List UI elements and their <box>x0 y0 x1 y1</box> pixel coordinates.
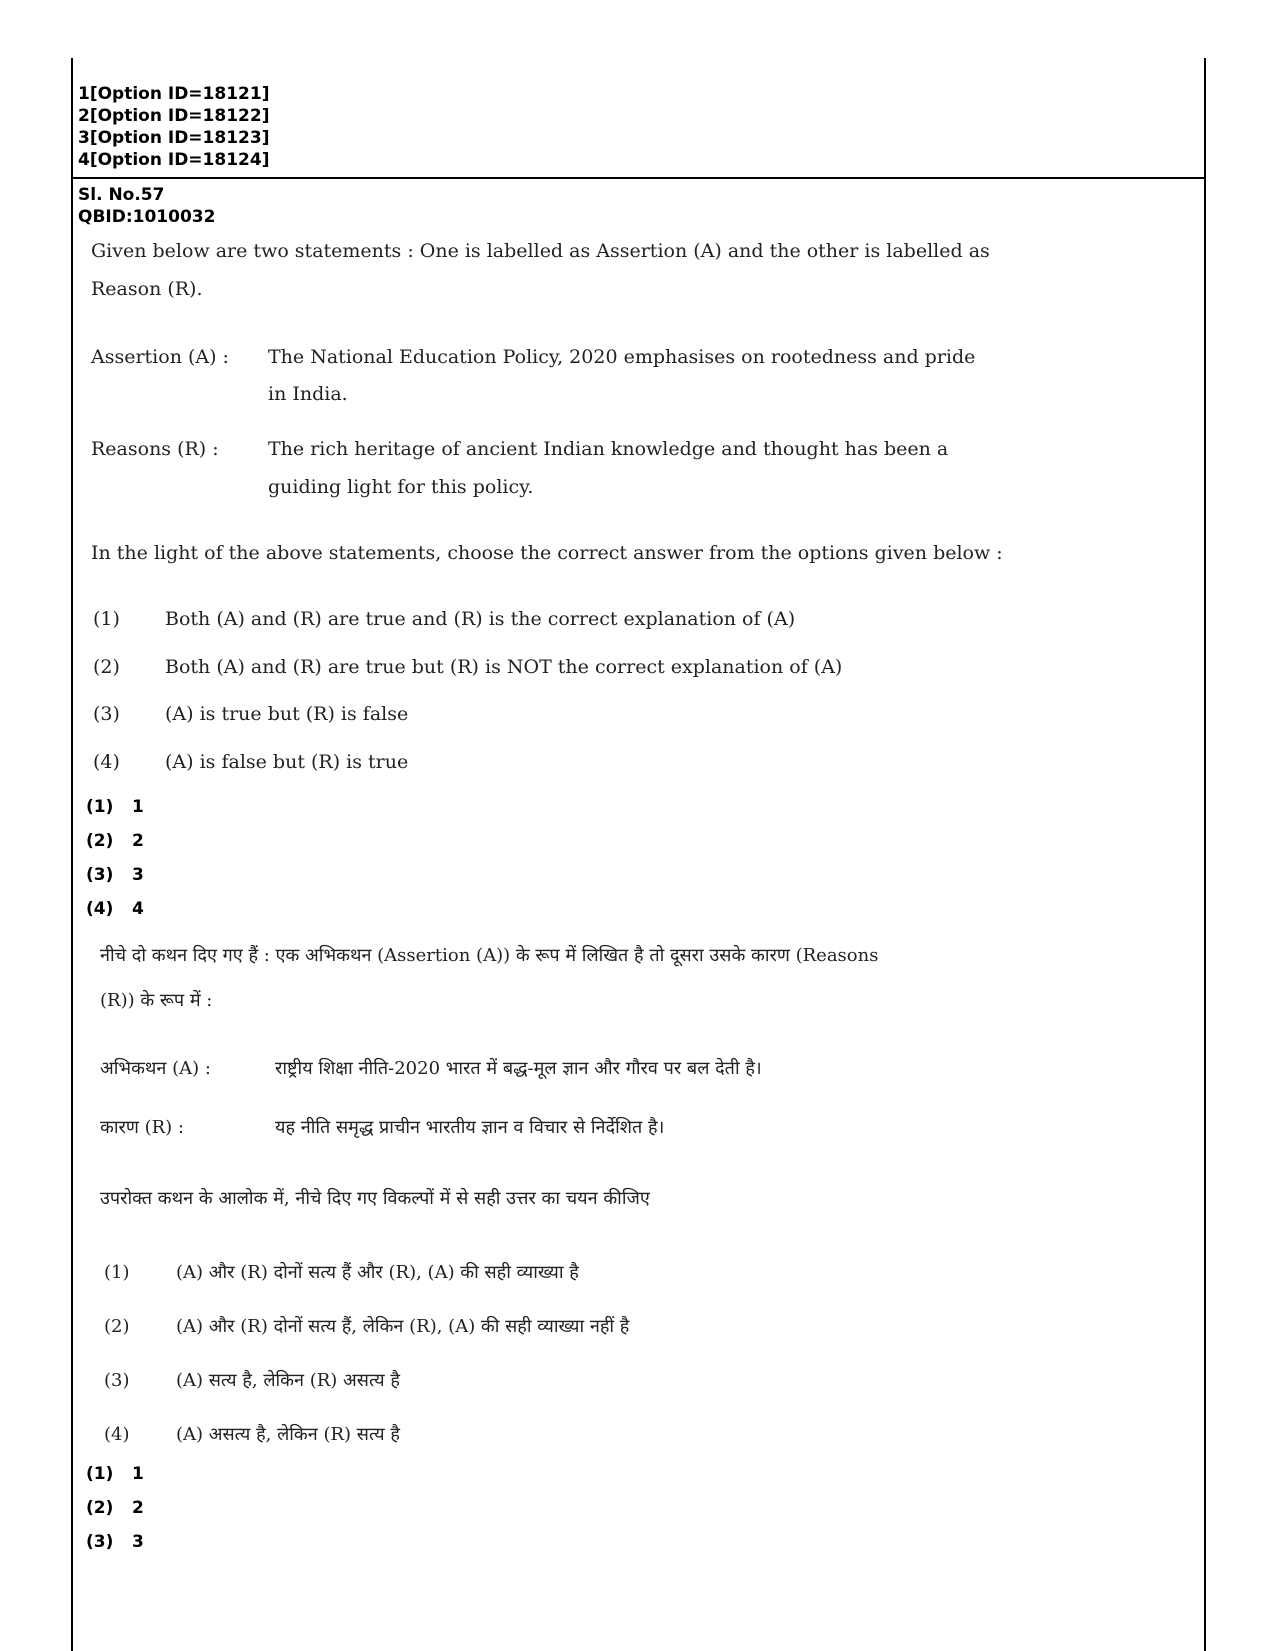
answer-value: 3 <box>132 1532 144 1552</box>
option-text: (A) असत्य है, लेकिन (R) सत्य है <box>176 1424 400 1445</box>
hindi-reason-text: यह नीति समृद्ध प्राचीन भारतीय ज्ञान व विचार से निर्देशित है। <box>275 1117 665 1138</box>
hindi-option-3 <box>104 1368 400 1392</box>
header-divider <box>72 177 1206 179</box>
hindi-option-2 <box>104 1314 629 1338</box>
option-text: Both (A) and (R) are true but (R) is NOT the correct explanation of (A) <box>165 656 843 678</box>
answer-value: 2 <box>132 1498 144 1518</box>
answer-choice-3[interactable] <box>86 865 144 885</box>
english-option-2 <box>93 656 842 678</box>
answer-choice-2[interactable] <box>86 1498 144 1518</box>
hindi-option-1 <box>104 1260 579 1284</box>
answer-value: 2 <box>132 831 144 851</box>
english-intro-line1: Given below are two statements : One is labelled as Assertion (A) and the other is labelled as <box>91 240 990 262</box>
answer-value: 1 <box>132 1464 144 1484</box>
answer-key: (2) <box>86 831 114 851</box>
answer-choice-3[interactable] <box>86 1532 144 1552</box>
question-header <box>78 184 215 228</box>
option-text: Both (A) and (R) are true and (R) is the correct explanation of (A) <box>165 608 796 630</box>
option-number: (2) <box>93 656 120 678</box>
english-option-3 <box>93 703 408 725</box>
qbid: QBID:1010032 <box>78 207 216 227</box>
answer-key: (3) <box>86 1532 114 1552</box>
answer-value: 3 <box>132 865 144 885</box>
option-id-list <box>78 83 269 171</box>
answer-choice-4[interactable] <box>86 899 144 919</box>
option-id-4: 4[Option ID=18124] <box>78 150 270 170</box>
option-id-1: 1[Option ID=18121] <box>78 84 270 104</box>
right-border <box>1204 58 1206 1651</box>
assertion-label: Assertion (A) : <box>91 346 229 368</box>
serial-number: Sl. No.57 <box>78 185 165 205</box>
left-border <box>71 58 73 1651</box>
option-text: (A) सत्य है, लेकिन (R) असत्य है <box>176 1370 400 1391</box>
hindi-assertion-text: राष्ट्रीय शिक्षा नीति-2020 भारत में बद्ध-मूल ज्ञान और गौरव पर बल देती है। <box>275 1058 762 1079</box>
hindi-intro-line2: (R)) के रूप में : <box>100 990 213 1011</box>
english-intro-line2: Reason (R). <box>91 278 203 300</box>
hindi-intro-line1: नीचे दो कथन दिए गए हैं : एक अभिकथन (Assertion (A)) के रूप में लिखित है तो दूसरा उसके कारण (Reasons <box>100 945 879 966</box>
answer-key: (3) <box>86 865 114 885</box>
option-number: (4) <box>93 751 120 773</box>
english-option-1 <box>93 608 795 630</box>
hindi-reason-label: कारण (R) : <box>100 1117 184 1138</box>
assertion-line2: in India. <box>268 383 348 405</box>
english-instruction: In the light of the above statements, choose the correct answer from the options given below : <box>91 542 1003 564</box>
assertion-line1: The National Education Policy, 2020 emphasises on rootedness and pride <box>268 346 976 368</box>
hindi-instruction: उपरोक्त कथन के आलोक में, नीचे दिए गए विकल्पों में से सही उत्तर का चयन कीजिए <box>100 1188 650 1209</box>
option-number: (4) <box>104 1424 130 1445</box>
option-text: (A) is true but (R) is false <box>165 703 409 725</box>
option-text: (A) is false but (R) is true <box>165 751 409 773</box>
answer-value: 1 <box>132 797 144 817</box>
option-number: (1) <box>104 1262 130 1283</box>
option-text: (A) और (R) दोनों सत्य हैं, लेकिन (R), (A) की सही व्याख्या नहीं है <box>176 1316 630 1337</box>
answer-key: (1) <box>86 797 114 817</box>
option-id-2: 2[Option ID=18122] <box>78 106 270 126</box>
answer-key: (2) <box>86 1498 114 1518</box>
option-number: (1) <box>93 608 120 630</box>
reason-line2: guiding light for this policy. <box>268 476 534 498</box>
option-number: (2) <box>104 1316 130 1337</box>
hindi-option-4 <box>104 1422 400 1446</box>
reason-line1: The rich heritage of ancient Indian knowledge and thought has been a <box>268 438 949 460</box>
option-number: (3) <box>104 1370 130 1391</box>
answer-key: (4) <box>86 899 114 919</box>
answer-choice-1[interactable] <box>86 1464 144 1484</box>
answer-choice-2[interactable] <box>86 831 144 851</box>
option-id-3: 3[Option ID=18123] <box>78 128 270 148</box>
answer-key: (1) <box>86 1464 114 1484</box>
option-text: (A) और (R) दोनों सत्य हैं और (R), (A) की सही व्याख्या है <box>176 1262 579 1283</box>
option-number: (3) <box>93 703 120 725</box>
english-option-4 <box>93 751 408 773</box>
answer-value: 4 <box>132 899 144 919</box>
hindi-assertion-label: अभिकथन (A) : <box>100 1058 211 1079</box>
answer-choice-1[interactable] <box>86 797 144 817</box>
reason-label: Reasons (R) : <box>91 438 219 460</box>
